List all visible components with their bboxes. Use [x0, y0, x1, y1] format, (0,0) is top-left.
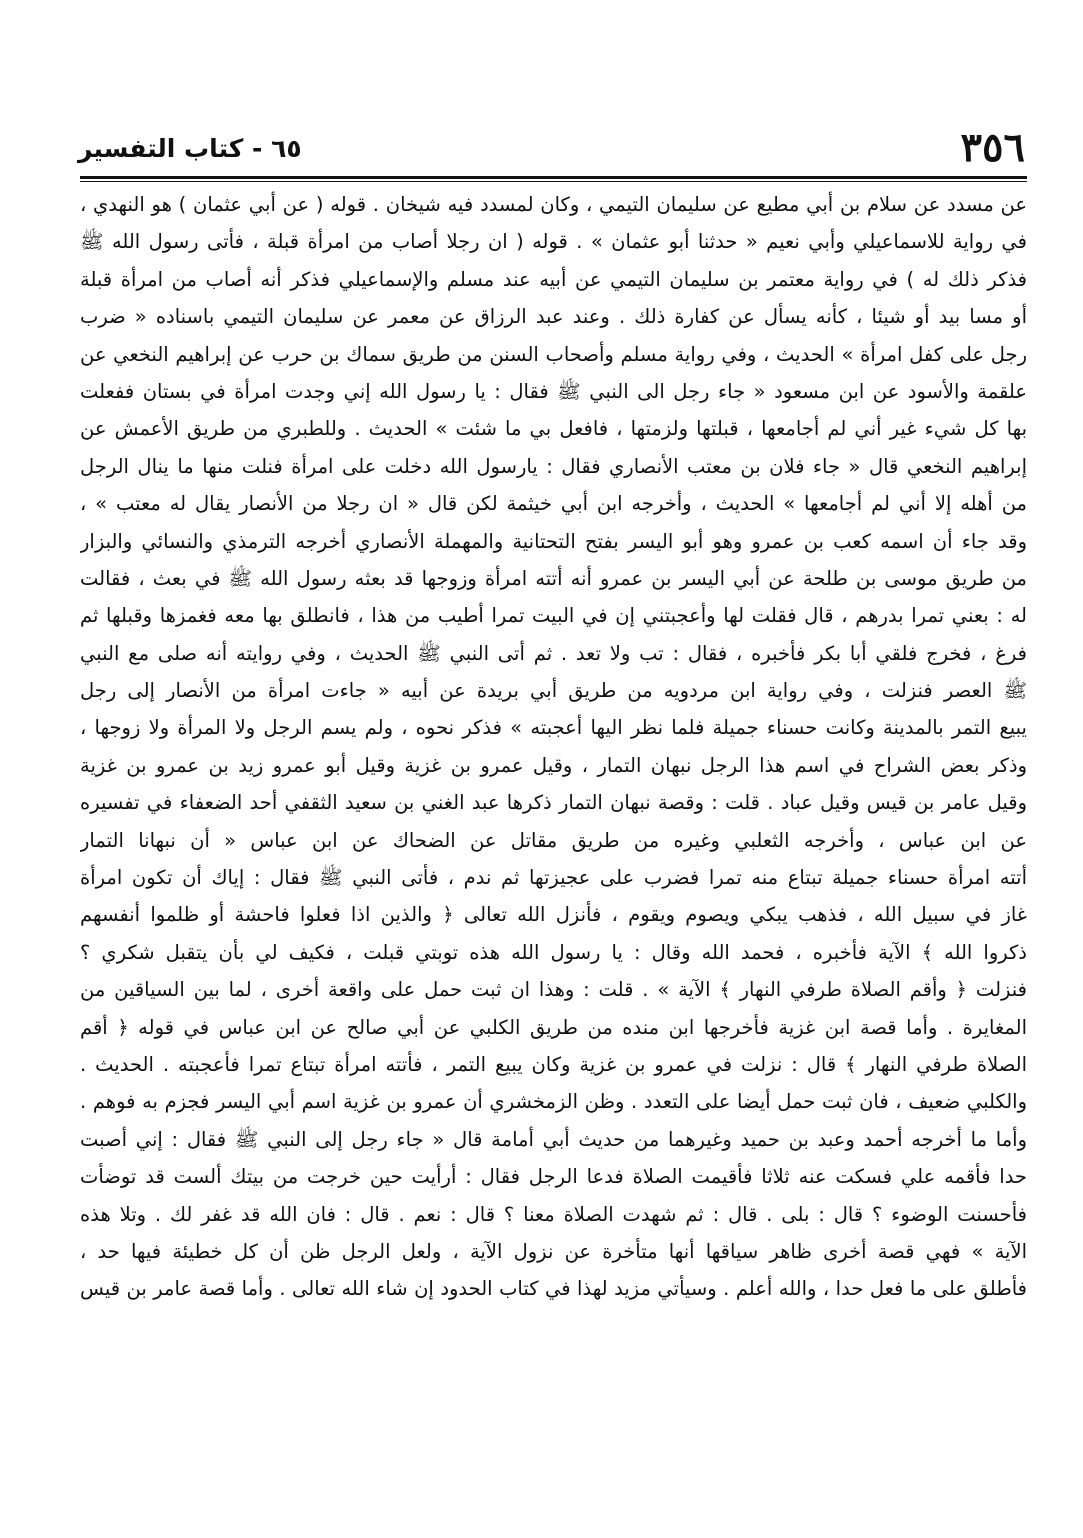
text-line: من طريق موسى بن طلحة عن أبي اليسر بن عمرو أنه أتته امرأة وزوجها قد بعثه رسول الله ﷺ في بعث ، فقالت: [80, 566, 1027, 590]
text-line: فرغ ، فخرج فلقي أبا بكر فأخبره ، فقال : تب ولا تعد . ثم أتى النبي ﷺ الحديث ، وفي روايته أنه صلى مع النبي: [80, 641, 1027, 665]
text-line: ﷺ العصر فنزلت ، وفي رواية ابن مردويه من طريق أبي بريدة عن أبيه « جاءت امرأة من الأنصار إلى رجل: [80, 679, 1027, 703]
text-line: وقيل عامر بن قيس وقيل عباد . قلت : وقصة نبهان التمار ذكرها عبد الغني بن سعيد الثقفي أحد الضعفاء في تفسيره: [80, 791, 1027, 815]
page-number: ٣٥٦: [960, 124, 1025, 171]
text-line: علقمة والأسود عن ابن مسعود « جاء رجل الى النبي ﷺ فقال : يا رسول الله إني وجدت امرأة في بستان ففعلت: [80, 379, 1027, 403]
text-line: والكلبي ضعيف ، فان ثبت حمل أيضا على التعدد . وظن الزمخشري أن عمرو بن غزية اسم أبي اليسر فجزم به فوهم .: [80, 1090, 1027, 1114]
text-line: له : بعني تمرا بدرهم ، قال فقلت لها وأعجبتني إن في البيت تمرا أطيب من هذا ، فانطلق بها معه فغمزها وقبلها ثم: [80, 604, 1027, 628]
text-line: وأما ما أخرجه أحمد وعبد بن حميد وغيرهما من حديث أبي أمامة قال « جاء رجل إلى النبي ﷺ فقال : إني أصبت: [80, 1127, 1027, 1151]
text-line: فذكر ذلك له ) في رواية معتمر بن سليمان التيمي عن أبيه عند مسلم والإسماعيلي فذكر أنه أصاب من امرأة قبلة: [80, 267, 1027, 291]
text-line: عن مسدد عن سلام بن أبي مطيع عن سليمان التيمي ، وكان لمسدد فيه شيخان . قوله ( عن أبي عثمان ) هو النهدي ،: [80, 193, 1027, 216]
text-line: في رواية للاسماعيلي وأبي نعيم « حدثنا أبو عثمان » . قوله ( ان رجلا أصاب من امرأة قبلة ، فأتى رسول الله ﷺ: [80, 230, 1027, 254]
body-text: [80, 186, 1027, 1308]
text-line: وقد جاء أن اسمه كعب بن عمرو وهو أبو اليسر بفتح التحتانية والمهملة الأنصاري أخرجه الترمذي والنسائي والبزار: [80, 529, 1027, 553]
text-line: بها كل شيء غير أني لم أجامعها ، قبلتها ولزمتها ، فافعل بي ما شئت » الحديث . وللطبري من طريق الأعمش عن: [80, 417, 1027, 441]
text-line: أو مسا بيد أو شيئا ، كأنه يسأل عن كفارة ذلك . وعند عبد الرزاق عن معمر عن سليمان التيمي باسناده « ضرب: [80, 305, 1027, 329]
text-line: فنزلت ﴿ وأقم الصلاة طرفي النهار ﴾ الآية » . قلت : وهذا ان ثبت حمل على واقعة أخرى ، لما بين السياقين من: [80, 978, 1027, 1002]
header-rule: [80, 176, 1027, 179]
text-line: من أهله إلا أني لم أجامعها » الحديث ، وأخرجه ابن أبي خيثمة لكن قال « ان رجلا من الأنصار يقال له معتب » ،: [80, 492, 1027, 516]
page-header: [78, 118, 1025, 178]
text-line: الآية » فهي قصة أخرى ظاهر سياقها أنها متأخرة عن نزول الآية ، ولعل الرجل ظن أن كل خطيئة فيها حد ،: [80, 1239, 1027, 1263]
text-line: يبيع التمر بالمدينة وكانت حسناء جميلة فلما نظر اليها أعجبته » فذكر نحوه ، ولم يسم الرجل ولا المرأة ولا زوجها ،: [80, 716, 1027, 740]
text-line: فأحسنت الوضوء ؟ قال : بلى . قال : ثم شهدت الصلاة معنا ؟ قال : نعم . قال : فان الله قد غفر لك . وتلا هذه: [80, 1202, 1027, 1226]
text-line: أتته امرأة حسناء جميلة تبتاع منه تمرا فضرب على عجيزتها ثم ندم ، فأتى النبي ﷺ فقال : إياك أن تكون امرأة: [80, 866, 1027, 890]
text-line: ذكروا الله ﴾ الآية فأخبره ، فحمد الله وقال : يا رسول الله هذه توبتي قبلت ، فكيف لي بأن يتقبل شكري ؟: [80, 940, 1027, 964]
text-line: حدا فأقمه علي فسكت عنه ثلاثا فأقيمت الصلاة فدعا الرجل فقال : أرأيت حين خرجت من بيتك ألست قد توضأت: [80, 1165, 1027, 1189]
text-line: المغايرة . وأما قصة ابن غزية فأخرجها ابن منده من طريق الكلبي عن أبي صالح عن ابن عباس في قوله ﴿ أقم: [80, 1015, 1027, 1039]
text-line: وذكر بعض الشراح في اسم هذا الرجل نبهان التمار ، وقيل عمرو بن غزية وقيل أبو عمرو زيد بن عمرو بن غزية: [80, 753, 1027, 777]
text-line: فأطلق على ما فعل حدا ، والله أعلم . وسيأتي مزيد لهذا في كتاب الحدود إن شاء الله تعالى . وأما قصة عامر بن قيس: [80, 1277, 1027, 1301]
text-line: الصلاة طرفي النهار ﴾ قال : نزلت في عمرو بن غزية وكان يبيع التمر ، فأتته امرأة تبتاع تمرا فأعجبته . الحديث .: [80, 1052, 1027, 1076]
text-line: عن ابن عباس ، وأخرجه الثعلبي وغيره من طريق مقاتل عن الضحاك عن ابن عباس « أن نبهانا التمار: [80, 828, 1027, 852]
text-line: إبراهيم النخعي قال « جاء فلان بن معتب الأنصاري فقال : يارسول الله دخلت على امرأة فنلت منها ما ينال الرجل: [80, 454, 1027, 478]
text-line: رجل على كفل امرأة » الحديث ، وفي رواية مسلم وأصحاب السنن من طريق سماك بن حرب عن إبراهيم النخعي عن: [80, 342, 1027, 366]
header-rule-thin: [80, 181, 1027, 182]
text-line: غاز في سبيل الله ، فذهب يبكي ويصوم ويقوم ، فأنزل الله تعالى ﴿ والذين اذا فعلوا فاحشة أو ظلموا أنفسهم: [80, 903, 1027, 927]
chapter-title: ٦٥ - كتاب التفسير: [78, 133, 302, 163]
